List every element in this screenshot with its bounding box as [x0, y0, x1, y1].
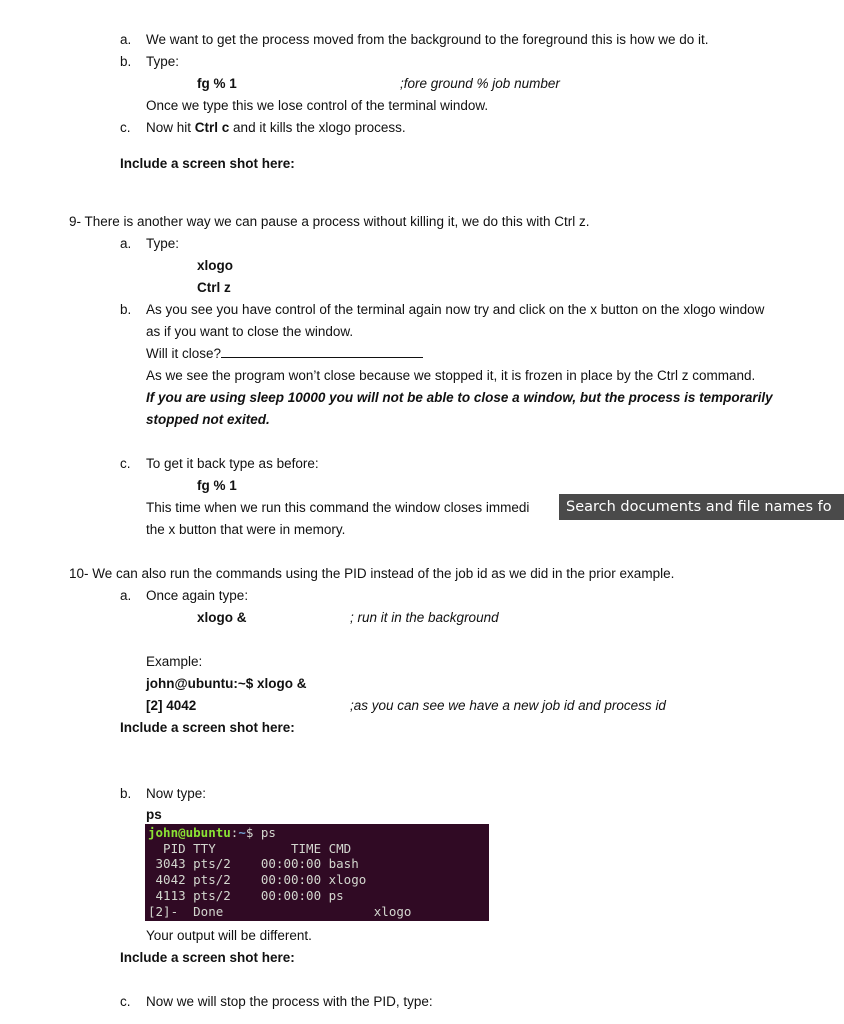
step-text: Now type: [146, 786, 207, 801]
terminal-prompt-user: john@ubuntu [148, 825, 231, 840]
list-marker: b. [120, 786, 132, 801]
step-text: as if you want to close the window. [146, 324, 354, 339]
example-comment: ;as you can see we have a new job id and process id [350, 698, 666, 713]
example-output: [2] 4042 [146, 698, 197, 713]
step-text: Type: [146, 236, 180, 251]
step-text [146, 119, 406, 137]
key-combo: Ctrl c [194, 120, 230, 135]
command-text: xlogo & [197, 610, 247, 625]
terminal-row: [2]- Done xlogo [148, 904, 412, 919]
step-text: This time when we run this command the window closes immedi [146, 500, 530, 515]
command-text: ps [146, 807, 162, 822]
step-text: the x button that were in memory. [146, 522, 346, 537]
step-text-pre: Now hit [146, 120, 195, 135]
section-heading-10: 10- We can also run the commands using the PID instead of the job id as we did in the prior example. [69, 566, 675, 581]
command-text: Ctrl z [197, 280, 231, 295]
terminal-row: 4042 pts/2 00:00:00 xlogo [148, 872, 367, 887]
list-marker: b. [120, 54, 132, 69]
example-label: Example: [146, 654, 203, 669]
list-marker: c. [120, 456, 131, 471]
terminal-header: PID TTY TIME CMD [148, 841, 352, 856]
terminal-row: 4113 pts/2 00:00:00 ps [148, 888, 344, 903]
output-note: Your output will be different. [146, 928, 312, 943]
note-text: If you are using sleep 10000 you will not be able to close a window, but the process is temporarily [146, 390, 773, 405]
answer-blank [221, 345, 423, 358]
step-text: Once we type this we lose control of the terminal window. [146, 98, 489, 113]
question-text: Will it close? [146, 346, 222, 361]
example-command: john@ubuntu:~$ xlogo & [146, 676, 307, 691]
list-marker: c. [120, 120, 131, 135]
step-text: Now we will stop the process with the PID, type: [146, 994, 433, 1009]
search-tooltip: Search documents and file names fo [559, 494, 844, 520]
command-text: fg % 1 [197, 76, 237, 91]
step-text: Type: [146, 54, 180, 69]
screenshot-prompt: Include a screen shot here: [120, 950, 295, 965]
note-text: stopped not exited. [146, 412, 270, 427]
list-marker: a. [120, 32, 132, 47]
step-text: As you see you have control of the terminal again now try and click on the x button on the xlogo window [146, 302, 765, 317]
terminal-screenshot [145, 824, 489, 921]
terminal-prompt-path: ~ [238, 825, 246, 840]
command-comment: ;fore ground % job number [400, 76, 560, 91]
step-text-post: and it kills the xlogo process. [229, 120, 406, 135]
command-text: fg % 1 [197, 478, 237, 493]
step-text: We want to get the process moved from the background to the foreground this is how we do it. [146, 32, 709, 47]
terminal-prompt-line [148, 825, 276, 840]
list-marker: a. [120, 236, 132, 251]
terminal-prompt-sep: : [230, 825, 239, 840]
command-comment: ; run it in the background [350, 610, 499, 625]
step-text: As we see the program won’t close because we stopped it, it is frozen in place by the Ctrl z command. [146, 368, 756, 383]
command-text: xlogo [197, 258, 233, 273]
list-marker: b. [120, 302, 132, 317]
list-marker: a. [120, 588, 132, 603]
screenshot-prompt: Include a screen shot here: [120, 156, 295, 171]
step-text: Once again type: [146, 588, 249, 603]
terminal-prompt-cmd: $ ps [245, 825, 276, 840]
screenshot-prompt: Include a screen shot here: [120, 720, 295, 735]
terminal-row: 3043 pts/2 00:00:00 bash [148, 856, 359, 871]
list-marker: c. [120, 994, 131, 1009]
section-heading-9: 9- There is another way we can pause a process without killing it, we do this with Ctrl z. [69, 214, 590, 229]
step-text: To get it back type as before: [146, 456, 319, 471]
question-line [146, 345, 423, 363]
